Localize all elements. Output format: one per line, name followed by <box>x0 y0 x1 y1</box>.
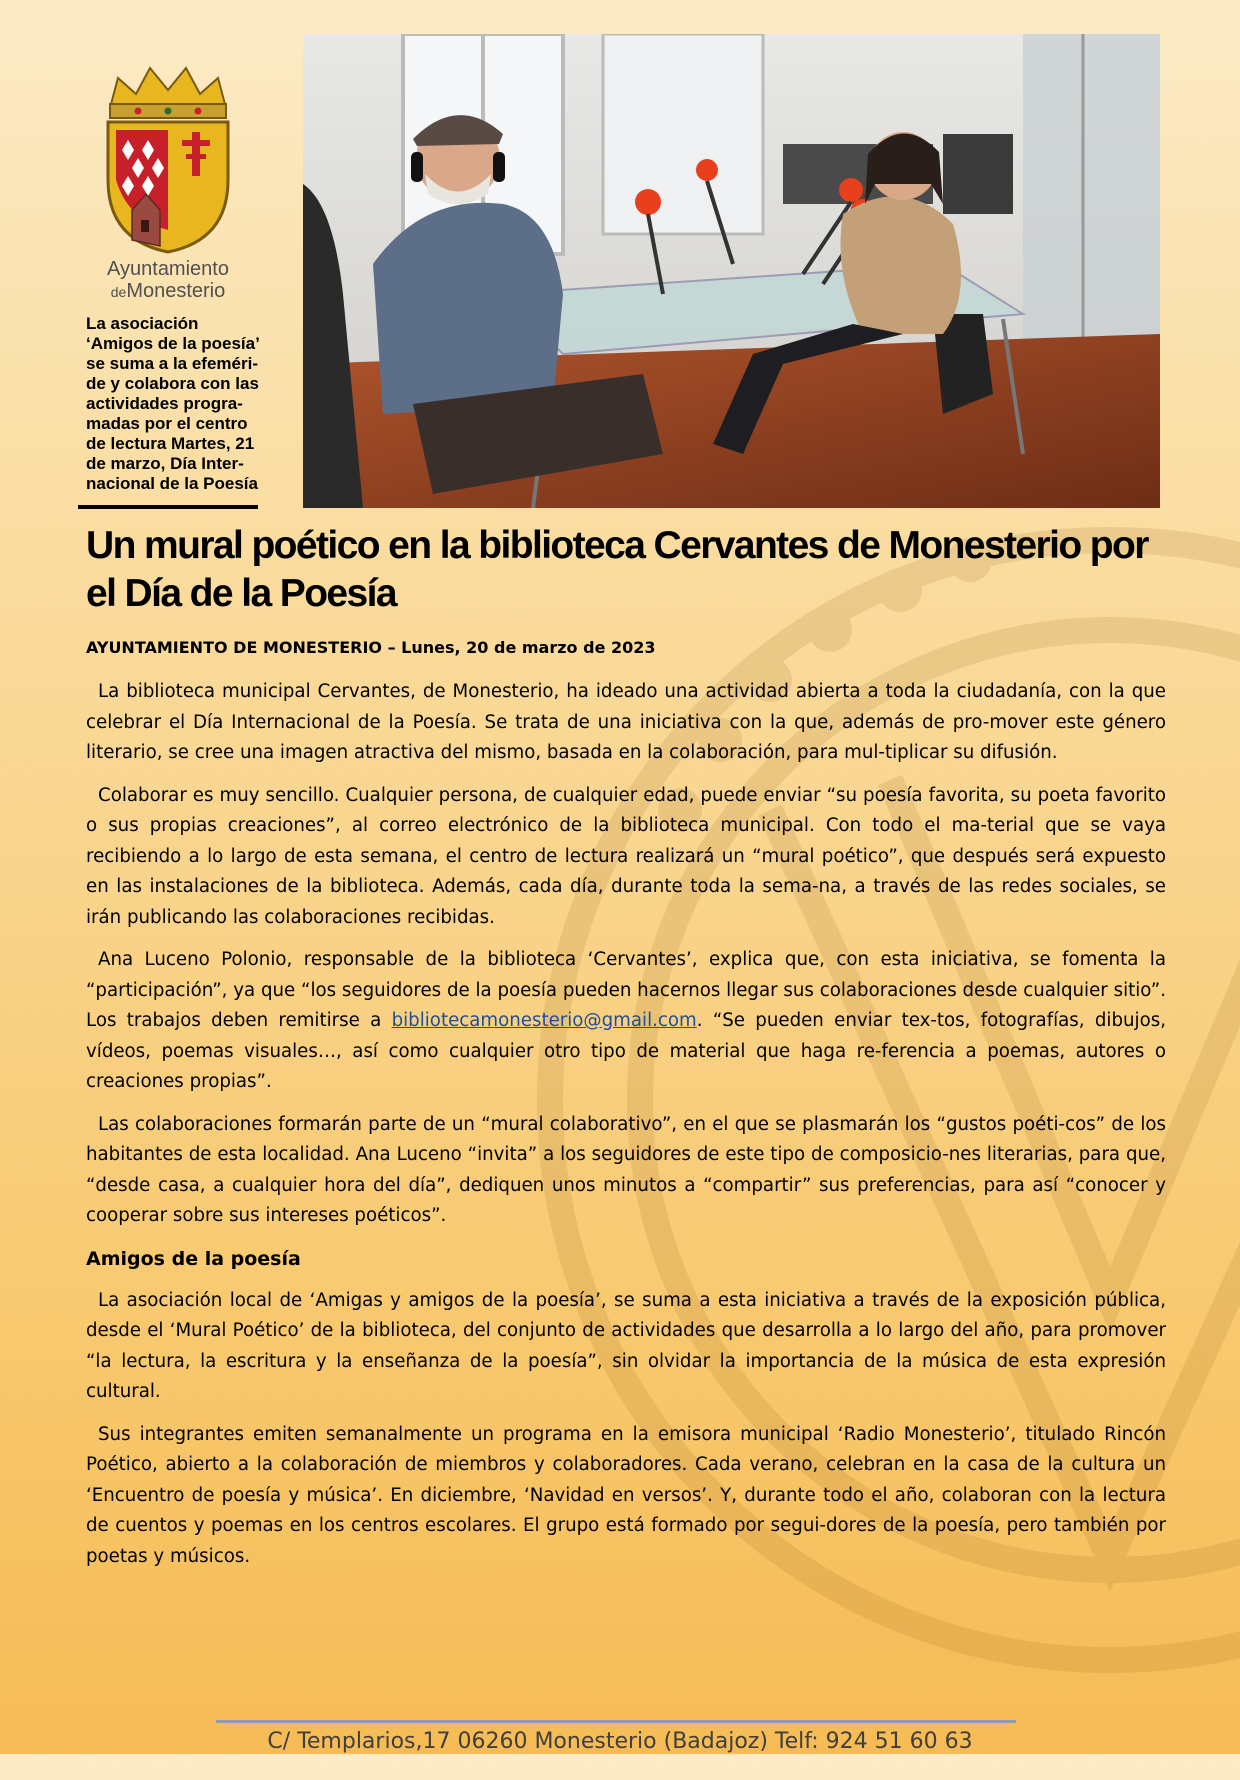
footer-address: C/ Templarios,17 06260 Monesterio (Badajoz) Telf: 924 51 60 63 <box>267 1729 973 1754</box>
paragraph-3 <box>86 945 1166 1098</box>
paragraph-1: La biblioteca municipal Cervantes, de Monesterio, ha ideado una actividad abierta a toda la ciudadanía, con la que celebrar el Día Internacional de la Poesía. Se trata de una iniciativa con la que, además de pro-mover este género literario, se cree una imagen atractiva del mismo, basada en la colaboración, para mul-tiplicar su difusión. <box>86 681 1166 763</box>
section-subheading: Amigos de la poesía <box>86 1247 301 1270</box>
municipality-name <box>88 258 248 303</box>
article-photo <box>303 34 1160 508</box>
paragraph-3-start: Ana Luceno Polonio, responsable de la biblioteca ‘Cervantes’, explica que, con esta iniciativa, se fomenta la “participación”, ya que “los seguidores de la poesía pueden hacernos llegar sus colaboraciones desde cualquier sitio”. Los trabajos deben remitirse a <box>86 949 1166 1031</box>
logo-line-1: Ayuntamiento <box>107 258 229 280</box>
article-headline: Un mural poético en la biblioteca Cervantes de Monesterio por el Día de la Poesía <box>86 524 1148 615</box>
footer-divider <box>216 1720 1016 1723</box>
paragraph-4: Las colaboraciones formarán parte de un “mural colaborativo”, en el que se plasmarán los “gustos poéti-cos” de los habitantes de esta localidad. Ana Luceno “invita” a los seguidores de este tipo de composicio-nes literarias, para que, “desde casa, a cualquier hora del día”, dediquen unos minutos a “compartir” sus preferencias, para así “conocer y cooperar sobre sus intereses poéticos”. <box>86 1113 1166 1226</box>
email-link[interactable]: bibliotecamonesterio@gmail.com <box>391 1010 697 1031</box>
coat-of-arms-icon <box>88 60 248 255</box>
paragraph-3-end: . “Se pueden enviar tex-tos, fotografías, dibujos, vídeos, poemas visuales…, así como cualquier otro tipo de material que haga re-ferencia a poemas, autores o creaciones propias”. <box>86 1010 1166 1092</box>
paragraph-5: La asociación local de ‘Amigas y amigos de la poesía’, se suma a esta iniciativa a través de la exposición pública, desde el ‘Mural Poético’ de la biblioteca, del conjunto de actividades que desarrolla a lo largo del año, para promover “la lectura, la escritura y la enseñanza de la poesía”, sin olvidar la importancia de la música de esta expresión cultural. <box>86 1289 1166 1402</box>
caption-divider <box>78 505 258 509</box>
article-byline: AYUNTAMIENTO DE MONESTERIO – Lunes, 20 de marzo de 2023 <box>86 638 656 657</box>
paragraph-6: Sus integrantes emiten semanalmente un programa en la emisora municipal ‘Radio Monesterio’, titulado Rincón Poético, abierto a la colaboración de miembros y colaboradores. Cada verano, celebran en la casa de la cultura un ‘Encuentro de poesía y música’. En diciembre, ‘Navidad en versos’. Y, durante todo el año, colaboran con la lectura de cuentos y poemas en los centros escolares. El grupo está formado por segui-dores de la poesía, pero también por poetas y músicos. <box>86 1423 1166 1567</box>
logo-line-2: Monesterio <box>126 280 226 302</box>
logo-line-2-prefix: de <box>110 284 127 300</box>
photo-caption: La asociación ‘Amigos de la poesía’ se suma a la efeméri- de y colabora con las actividades progra- madas por el centro de lectura Martes, 21 de marzo, Día Inter- nacional de la Poesía <box>86 314 260 493</box>
paragraph-2: Colaborar es muy sencillo. Cualquier persona, de cualquier edad, puede enviar “su poesía favorita, su poeta favorito o sus propias creaciones”, al correo electrónico de la biblioteca municipal. Con todo el ma-terial que se vaya recibiendo a lo largo de esta semana, el centro de lectura realizará un “mural poético”, que después será expuesto en las instalaciones de la biblioteca. Además, cada día, durante toda la sema-na, a través de las redes sociales, se irán publicando las colaboraciones recibidas. <box>86 784 1166 928</box>
article-body <box>86 677 1166 1584</box>
municipality-logo <box>88 60 248 310</box>
